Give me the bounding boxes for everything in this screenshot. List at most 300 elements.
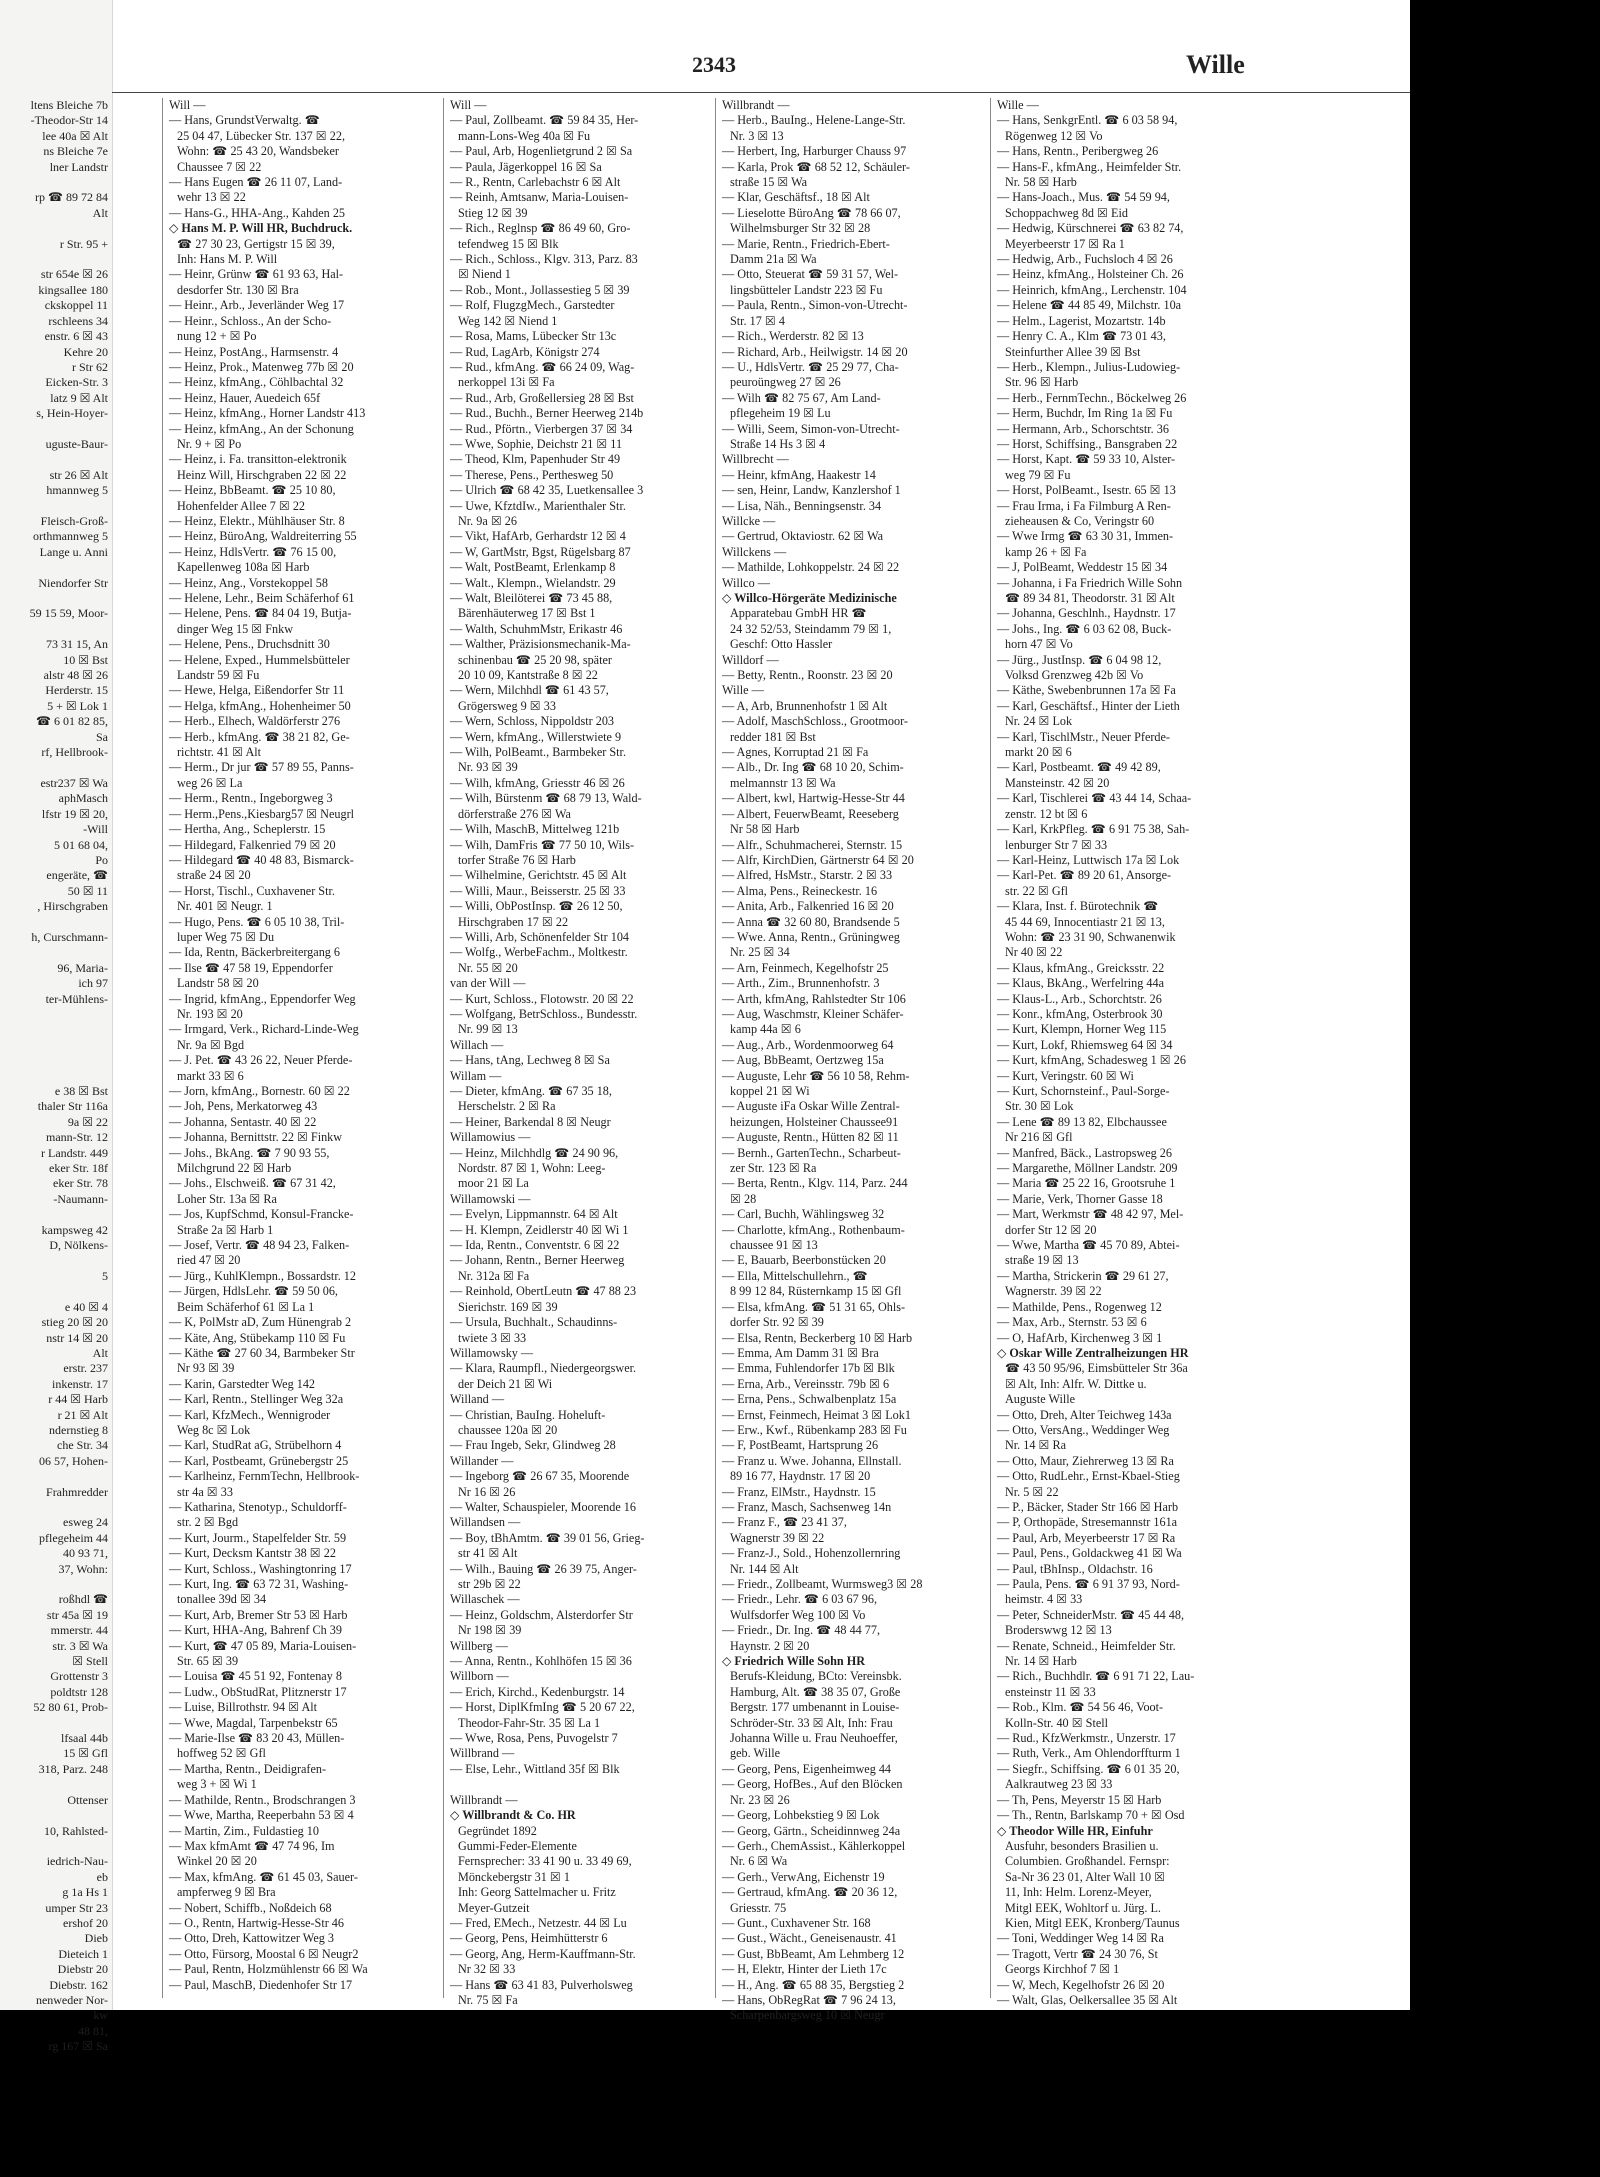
directory-line: Landstr 58 ☒ 20: [177, 976, 259, 991]
directory-line: straße 15 ☒ Wa: [730, 175, 808, 190]
directory-line: — Paul, Arb, Hogenlietgrund 2 ☒ Sa: [450, 144, 633, 159]
directory-line: — Georg, Gärtn., Scheidinnweg 24a: [722, 1823, 901, 1838]
directory-line: Nr. 25 ☒ 34: [730, 945, 790, 960]
directory-line: Grottenstr 3: [50, 1669, 108, 1684]
directory-line: rp ☎ 89 72 84: [35, 190, 108, 205]
directory-line: — Rich., Werderstr. 82 ☒ 13: [722, 329, 864, 344]
directory-line: — Anita, Arb., Falkenried 16 ☒ 20: [722, 899, 894, 914]
directory-line: — Ruth, Verk., Am Ohlendorffturm 1: [997, 1746, 1181, 1761]
directory-line: — Gertrud, Oktaviostr. 62 ☒ Wa: [722, 529, 884, 544]
directory-line: — Auguste, Lehr ☎ 56 10 58, Rehm-: [722, 1068, 910, 1083]
directory-line: heizungen, Holsteiner Chaussee91: [730, 1114, 899, 1129]
directory-line: — Anna ☎ 32 60 80, Brandsende 5: [722, 914, 900, 929]
directory-line: — Johann, Rentn., Berner Heerweg: [450, 1253, 625, 1268]
directory-line: ◇ Friedrich Wille Sohn HR: [722, 1654, 865, 1669]
directory-line: Wohn: ☎ 25 43 20, Wandsbeker: [177, 144, 339, 159]
directory-line: Nr. 9a ☒ 26: [458, 513, 517, 528]
directory-line: — Herm., Rentn., Ingeborgweg 3: [169, 791, 333, 806]
directory-line: — Georg, HofBes., Auf den Blöcken: [722, 1777, 903, 1792]
directory-line: -Naumann-: [53, 1191, 108, 1206]
directory-line: — Maria ☎ 25 22 16, Grootsruhe 1: [997, 1176, 1176, 1191]
directory-line: — Alfr, KirchDien, Gärtnerstr 64 ☒ 20: [722, 852, 914, 867]
directory-line: [0, 1500, 108, 1515]
directory-line: markt 20 ☒ 6: [1005, 745, 1072, 760]
directory-line: [0, 945, 108, 960]
directory-line: 45 44 69, Innocentiastr 21 ☒ 13,: [1005, 914, 1165, 929]
directory-line: — Marie-Ilse ☎ 83 20 43, Müllen-: [169, 1731, 345, 1746]
directory-line: — Karin, Garstedter Weg 142: [169, 1376, 316, 1391]
directory-line: — Friedr., Lehr. ☎ 6 03 67 96,: [722, 1592, 877, 1607]
directory-line: — Johs., Ing. ☎ 6 03 62 08, Buck-: [997, 621, 1172, 636]
directory-line: — A, Arb, Brunnenhofstr 1 ☒ Alt: [722, 698, 888, 713]
directory-line: — Helene, Lehr., Beim Schäferhof 61: [169, 591, 355, 605]
directory-line: [0, 591, 108, 606]
directory-line: ☒ 28: [730, 1191, 757, 1206]
directory-line: van der Will —: [450, 976, 526, 991]
directory-line: Nr. 5 ☒ 22: [1005, 1484, 1059, 1499]
directory-line: Griesstr. 75: [730, 1900, 787, 1915]
directory-line: — Otto, Dreh, Alter Teichweg 143a: [997, 1407, 1172, 1422]
directory-line: Nr 32 ☒ 33: [458, 1962, 516, 1977]
directory-line: — Erich, Kirchd., Kedenburgstr. 14: [450, 1684, 625, 1699]
directory-line: — Karlheinz, FernmTechn, Hellbrook-: [169, 1469, 360, 1484]
directory-line: — F, PostBeamt, Hartsprung 26: [722, 1438, 879, 1453]
directory-line: Willcke —: [722, 513, 776, 528]
directory-line: — E, Bauarb, Beerbonstücken 20: [722, 1253, 886, 1268]
directory-line: str. 22 ☒ Gfl: [1005, 883, 1069, 898]
directory-line: Fleisch-Groß-: [40, 513, 108, 528]
directory-line: Willbrecht —: [722, 452, 789, 467]
directory-column-3: [715, 98, 986, 2023]
directory-line: — Arth., Zim., Brunnenhofstr. 3: [722, 976, 880, 991]
directory-line: — Erw., Kwf., Rübenkamp 283 ☒ Fu: [722, 1422, 907, 1437]
directory-line: — Th, Pens, Meyerstr 15 ☒ Harb: [997, 1792, 1162, 1807]
directory-line: r Landstr. 449: [41, 1145, 108, 1160]
directory-line: 5 01 68 04,: [54, 837, 108, 852]
directory-line: — Kurt, Schornsteinf., Paul-Sorge-: [997, 1084, 1170, 1098]
directory-line: Lange u. Anni: [39, 544, 108, 559]
directory-line: — sen, Heinr, Landw, Kanzlershof 1: [722, 483, 901, 498]
directory-line: — Martha, Rentn., Deidigrafen-: [169, 1761, 327, 1776]
directory-line: 50 ☒ 11: [67, 883, 108, 898]
directory-line: — Ernst, Feinmech, Heimat 3 ☒ Lok1: [722, 1407, 911, 1422]
directory-line: — Karl, Tischlerei ☎ 43 44 14, Schaa-: [997, 791, 1192, 806]
directory-line: zieheausen & Co, Veringstr 60: [1005, 513, 1155, 528]
directory-line: [0, 1577, 108, 1592]
directory-line: ckskoppel 11: [44, 298, 108, 313]
directory-line: ◇ Theodor Wille HR, Einfuhr: [997, 1823, 1153, 1838]
directory-line: 52 80 61, Prob-: [33, 1700, 108, 1715]
directory-line: Gegründet 1892: [458, 1823, 537, 1838]
directory-line: — Karl, Postbeamt. ☎ 49 42 89,: [997, 760, 1161, 775]
directory-line: rf, Hellbrook-: [41, 745, 108, 760]
directory-line: [0, 1038, 108, 1053]
directory-line: — Paul, Pens., Goldackweg 41 ☒ Wa: [997, 1546, 1182, 1561]
directory-line: Meyer-Gutzeit: [458, 1900, 530, 1915]
directory-line: — Wilh, Bürstenm ☎ 68 79 13, Wald-: [450, 791, 642, 806]
directory-line: lenburger Str 7 ☒ 33: [1005, 837, 1108, 852]
directory-line: str 41 ☒ Alt: [458, 1546, 518, 1561]
directory-line: Willamowius —: [450, 1130, 531, 1145]
directory-line: horn 47 ☒ Vo: [1005, 637, 1073, 652]
directory-line: — Alfred, HsMstr., Starstr. 2 ☒ 33: [722, 868, 893, 883]
directory-line: lee 40a ☒ Alt: [42, 128, 108, 143]
scan-background: [1410, 0, 1600, 2177]
directory-line: — Wilh, DamFris ☎ 77 50 10, Wils-: [450, 837, 635, 852]
directory-line: — Gust., Wächt., Geneisenaustr. 41: [722, 1931, 897, 1946]
directory-line: — Auguste, Rentn., Hütten 82 ☒ 11: [722, 1130, 899, 1145]
directory-line: ☒ Stell: [72, 1654, 108, 1669]
directory-line: 40 93 71,: [63, 1546, 108, 1561]
directory-line: ◇ Oskar Wille Zentralheizungen HR: [997, 1345, 1189, 1360]
directory-line: Gummi-Feder-Elemente: [458, 1838, 577, 1853]
directory-line: stieg 20 ☒ 20: [41, 1315, 108, 1330]
directory-line: 48 81,: [78, 2023, 108, 2038]
directory-line: Johanna Wille u. Frau Neuhoeffer,: [730, 1731, 898, 1746]
directory-line: — Erna, Arb., Vereinsstr. 79b ☒ 6: [722, 1376, 890, 1391]
directory-line: desdorfer Str. 130 ☒ Bra: [177, 282, 299, 297]
directory-line: melmannstr 13 ☒ Wa: [730, 775, 836, 790]
directory-line: nerkoppel 13i ☒ Fa: [458, 375, 555, 390]
directory-line: — Friedr., Zollbeamt, Wurmsweg3 ☒ 28: [722, 1577, 923, 1591]
directory-line: — Käte, Ang, Stübekamp 110 ☒ Fu: [169, 1330, 346, 1345]
directory-line: — Paula, Rentn., Simon-von-Utrecht-: [722, 298, 908, 313]
running-head: [0, 52, 1410, 92]
directory-line: — Wwe, Magdal, Tarpenbekstr 65: [169, 1715, 338, 1730]
directory-line: — J. Pet. ☎ 43 26 22, Neuer Pferde-: [169, 1053, 353, 1068]
directory-line: — Karl, KrkPfleg. ☎ 6 91 75 38, Sah-: [997, 822, 1190, 837]
directory-line: Rögenweg 12 ☒ Vo: [1005, 128, 1103, 143]
directory-line: Schröder-Str. 33 ☒ Alt, Inh: Frau: [730, 1715, 893, 1730]
directory-line: Nr. 14 ☒ Harb: [1005, 1654, 1077, 1669]
directory-line: str 4a ☒ 33: [177, 1484, 233, 1499]
directory-line: — Walt, Bleilöterei ☎ 73 45 88,: [450, 591, 613, 605]
directory-line: — Otto, Steuerat ☎ 59 31 57, Wel-: [722, 267, 899, 282]
directory-line: — Paul, Arb, Meyerbeerstr 17 ☒ Ra: [997, 1530, 1176, 1545]
directory-line: — Boy, tBhAmtm. ☎ 39 01 56, Grieg-: [450, 1530, 645, 1545]
directory-line: Winkel 20 ☒ 20: [177, 1854, 257, 1869]
directory-line: Nr. 58 ☒ Harb: [1005, 175, 1077, 190]
directory-line: — Agnes, Korruptad 21 ☒ Fa: [722, 745, 869, 760]
directory-line: dinger Weg 15 ☒ Fnkw: [177, 621, 294, 636]
directory-line: — Rud., KfzWerkmstr., Unzerstr. 17: [997, 1731, 1176, 1746]
directory-line: Nr. 193 ☒ 20: [177, 1006, 243, 1021]
directory-line: — Horst, Kapt. ☎ 59 33 10, Alster-: [997, 452, 1176, 467]
directory-line: — Gust, BbBeamt, Am Lehmberg 12: [722, 1946, 905, 1961]
directory-line: weg 3 + ☒ Wi 1: [177, 1777, 257, 1792]
directory-line: Scharpenbargsweg 10 ☒ Neugr: [730, 2008, 885, 2023]
directory-line: — H., Ang. ☎ 65 88 35, Bergstieg 2: [722, 1977, 905, 1992]
directory-line: Ausfuhr, besonders Brasilien u.: [1005, 1838, 1159, 1853]
directory-line: ensteinstr 11 ☒ 33: [1005, 1684, 1096, 1699]
directory-line: — Heinr, Grünw ☎ 61 93 63, Hal-: [169, 267, 344, 282]
directory-line: — Kurt, Veringstr. 60 ☒ Wi: [997, 1068, 1134, 1083]
directory-line: — Marie, Verk, Thorner Gasse 18: [997, 1191, 1163, 1206]
directory-line: [0, 1069, 108, 1084]
directory-line: estr237 ☒ Wa: [40, 775, 108, 790]
directory-line: — W, GartMstr, Bgst, Rügelsbarg 87: [450, 544, 631, 559]
directory-line: Alt: [92, 1345, 108, 1360]
directory-line: Wilhelmsburger Str 32 ☒ 28: [730, 221, 871, 236]
directory-line: iedrich-Nau-: [46, 1854, 108, 1869]
directory-line: Nr. 3 ☒ 13: [730, 128, 784, 143]
directory-line: Nr. 24 ☒ Lok: [1005, 714, 1073, 729]
directory-line: — Louisa ☎ 45 51 92, Fontenay 8: [169, 1669, 342, 1684]
directory-line: Wohn: ☎ 23 31 90, Schwanenwik: [1005, 929, 1176, 944]
directory-line: — Aug, Waschmstr, Kleiner Schäfer-: [722, 1006, 904, 1021]
directory-line: [444, 1777, 712, 1792]
directory-line: redder 181 ☒ Bst: [730, 729, 816, 744]
directory-line: mmerstr. 44: [50, 1623, 108, 1638]
directory-line: Stieg 12 ☒ 39: [458, 205, 528, 220]
directory-line: Po: [95, 852, 108, 867]
directory-line: — Heinz, kfmAng., Holsteiner Ch. 26: [997, 267, 1184, 282]
directory-line: — Wilhelmine, Gerichtstr. 45 ☒ Alt: [450, 868, 627, 883]
directory-line: — Helene ☎ 44 85 49, Milchstr. 10a: [997, 298, 1182, 313]
directory-line: — P, Orthopäde, Stresemannstr 161a: [997, 1515, 1178, 1530]
directory-line: — Albert, FeuerwBeamt, Reeseberg: [722, 806, 899, 821]
directory-line: — Gerh., VerwAng, Eichenstr 19: [722, 1869, 885, 1884]
directory-line: — Mathilde, Lohkoppelstr. 24 ☒ 22: [722, 560, 900, 575]
directory-line: — Horst, Schiffsing., Bansgraben 22: [997, 436, 1178, 451]
directory-line: — Gertraud, kfmAng. ☎ 20 36 12,: [722, 1885, 898, 1900]
directory-line: — Peter, SchneiderMstr. ☎ 45 44 48,: [997, 1607, 1184, 1622]
directory-line: — Ulrich ☎ 68 42 35, Luetkensallee 3: [450, 483, 644, 498]
directory-line: — Auguste iFa Oskar Wille Zentral-: [722, 1099, 900, 1114]
directory-line: Nr 198 ☒ 39: [458, 1623, 522, 1638]
directory-line: — Heinz, HdlsVertr. ☎ 76 15 00,: [169, 544, 337, 559]
directory-line: Dieteich 1: [58, 1946, 108, 1961]
directory-line: r 21 ☒ Alt: [57, 1407, 108, 1422]
directory-line: — Johanna, Geschlnh., Haydnstr. 17: [997, 606, 1176, 621]
directory-line: — Anna, Rentn., Kohlhöfen 15 ☒ 36: [450, 1654, 632, 1669]
directory-line: — Rud., Arb, Großellersieg 28 ☒ Bst: [450, 390, 634, 405]
directory-line: — Klara, Raumpfl., Niedergeorgswer.: [450, 1361, 637, 1376]
directory-line: — Karl, StudRat aG, Strübelhorn 4: [169, 1438, 342, 1453]
directory-line: — Hans, ObRegRat ☎ 7 96 24 13,: [722, 1992, 896, 2007]
directory-line: — Klar, Geschäftsf., 18 ☒ Alt: [722, 190, 870, 205]
directory-line: umper Str 23: [45, 1900, 108, 1915]
directory-line: — Otto, Dreh, Kattowitzer Weg 3: [169, 1931, 334, 1946]
directory-line: — Paul, Zollbeamt. ☎ 59 84 35, Her-: [450, 113, 639, 128]
directory-line: — Wilh., Bauing ☎ 26 39 75, Anger-: [450, 1561, 637, 1576]
directory-line: — J, PolBeamt, Weddestr 15 ☒ 34: [997, 560, 1168, 575]
directory-line: — Reinh, Amtsanw, Maria-Louisen-: [450, 190, 629, 205]
directory-line: — Bernh., GartenTechn., Scharbeut-: [722, 1145, 901, 1160]
directory-line: Schoppachweg 8d ☒ Eid: [1005, 205, 1128, 220]
directory-line: Weg 8c ☒ Lok: [177, 1422, 251, 1437]
directory-line: Nr 16 ☒ 26: [458, 1484, 516, 1499]
directory-line: — Karl, Geschäftsf., Hinter der Lieth: [997, 698, 1180, 713]
directory-line: — Emma, Fuhlendorfer 17b ☒ Blk: [722, 1361, 895, 1376]
directory-line: 06 57, Hohen-: [39, 1453, 108, 1468]
directory-line: dorfer Str 12 ☒ 20: [1005, 1222, 1097, 1237]
directory-line: erstr. 237: [63, 1361, 108, 1376]
directory-line: [0, 560, 108, 575]
directory-line: Nr. 93 ☒ 39: [458, 760, 518, 775]
directory-line: — Hans, SenkgrEntl. ☎ 6 03 58 94,: [997, 113, 1178, 128]
directory-line: ☒ Niend 1: [458, 267, 511, 282]
directory-line: — Max kfmAmt ☎ 47 74 96, Im: [169, 1838, 335, 1853]
directory-line: — Helm., Lagerist, Mozartstr. 14b: [997, 313, 1166, 328]
directory-line: — Käthe ☎ 27 60 34, Barmbeker Str: [169, 1345, 355, 1360]
directory-line: — Wilh, MaschB, Mittelweg 121b: [450, 822, 620, 837]
directory-line: ◇ Hans M. P. Will HR, Buchdruck.: [169, 221, 353, 236]
directory-line: alstr 48 ☒ 26: [43, 668, 108, 683]
directory-line: — Rob., Mont., Jollassestieg 5 ☒ 39: [450, 282, 630, 297]
directory-line: — Renate, Schneid., Heimfelder Str.: [997, 1638, 1176, 1653]
directory-line: 96, Maria-: [57, 960, 108, 975]
directory-line: D, Nölkens-: [49, 1238, 108, 1253]
directory-line: Broderswwg 12 ☒ 13: [1005, 1623, 1112, 1638]
directory-line: — Marie, Rentn., Friedrich-Ebert-: [722, 236, 890, 251]
directory-line: — Käthe, Swebenbrunnen 17a ☒ Fa: [997, 683, 1176, 698]
directory-line: — Rud, LagArb, Königstr 274: [450, 344, 600, 359]
directory-line: lfstr 19 ☒ 20,: [41, 806, 108, 821]
directory-line: [0, 915, 108, 930]
directory-line: straße 24 ☒ 20: [177, 868, 251, 883]
directory-line: Damm 21a ☒ Wa: [730, 252, 817, 267]
directory-line: [0, 175, 108, 190]
directory-line: — Hedwig, Kürschnerei ☎ 63 82 74,: [997, 221, 1184, 236]
directory-line: kamp 44a ☒ 6: [730, 1022, 801, 1037]
directory-line: kampsweg 42: [41, 1222, 108, 1237]
directory-line: — Mathilde, Pens., Rogenweg 12: [997, 1299, 1162, 1314]
directory-line: [0, 1053, 108, 1068]
directory-line: — Johanna, Sentastr. 40 ☒ 22: [169, 1114, 317, 1129]
directory-line: — Wern, kfmAng., Willerstwiete 9: [450, 729, 622, 744]
directory-line: 37, Wohn:: [58, 1561, 108, 1576]
directory-line: r Str 62: [72, 359, 108, 374]
directory-line: Willco —: [722, 575, 770, 590]
directory-line: — Herm., Dr jur ☎ 57 89 55, Panns-: [169, 760, 354, 775]
directory-line: — Margarethe, Möllner Landstr. 209: [997, 1161, 1178, 1176]
directory-line: — Therese, Pens., Perthesweg 50: [450, 467, 614, 482]
directory-line: — Hugo, Pens. ☎ 6 05 10 38, Tril-: [169, 914, 345, 929]
directory-line: — Hildegard ☎ 40 48 83, Bismarck-: [169, 852, 354, 867]
directory-line: — Herbert, Ing, Harburger Chauss 97: [722, 144, 907, 159]
directory-line: — Ingrid, kfmAng., Eppendorfer Weg: [169, 991, 356, 1006]
directory-line: Willckens —: [722, 544, 787, 559]
directory-line: Inh: Hans M. P. Will: [177, 252, 278, 267]
directory-line: — Franz F., ☎ 23 41 37,: [722, 1515, 847, 1530]
directory-line: Berufs-Kleidung, BCto: Vereinsbk.: [730, 1669, 902, 1684]
directory-line: — Walt, Glas, Oelkersallee 35 ☒ Alt: [997, 1992, 1178, 2007]
directory-line: — Heinz, PostAng., Harmsenstr. 4: [169, 344, 339, 359]
directory-line: Willamowsky —: [450, 1345, 534, 1360]
directory-line: ltens Bleiche 7b: [30, 98, 108, 112]
directory-line: — Herm, Buchdr, Im Ring 1a ☒ Fu: [997, 406, 1173, 421]
directory-line: — Herb., FernmTechn., Böckelweg 26: [997, 390, 1187, 405]
directory-line: s, Hein-Hoyer-: [36, 406, 108, 421]
directory-line: — Evelyn, Lippmannstr. 64 ☒ Alt: [450, 1207, 618, 1222]
directory-line: — Ilse ☎ 47 58 19, Eppendorfer: [169, 960, 333, 975]
directory-line: moor 21 ☒ La: [458, 1176, 529, 1191]
directory-line: str 654e ☒ 26: [40, 267, 108, 282]
directory-line: — Johs., BkAng. ☎ 7 90 93 55,: [169, 1145, 330, 1160]
directory-line: nenweder Nor-: [35, 1992, 108, 2007]
directory-line: — Otto, VersAng., Weddinger Weg: [997, 1422, 1170, 1437]
directory-line: — Heinz, BüroAng, Waldreiterring 55: [169, 529, 357, 544]
directory-line: — Heinz, Ang., Vorstekoppel 58: [169, 575, 328, 590]
directory-line: Kolln-Str. 40 ☒ Stell: [1005, 1715, 1109, 1730]
directory-line: — Ella, Mittelschullehrn., ☎: [722, 1268, 868, 1283]
directory-line: — Wern, Milchhdl ☎ 61 43 57,: [450, 683, 609, 698]
directory-line: — Toni, Weddinger Weg 14 ☒ Ra: [997, 1931, 1164, 1946]
directory-line: — Luise, Billrothstr. 94 ☒ Alt: [169, 1700, 318, 1715]
directory-line: — Herb., Elhech, Waldörferstr 276: [169, 714, 341, 729]
directory-line: — Wwe Irmg ☎ 63 30 31, Immen-: [997, 529, 1174, 544]
directory-line: — Gerh., ChemAssist., Kählerkoppel: [722, 1838, 906, 1853]
directory-line: — Helene, Pens. ☎ 84 04 19, Butja-: [169, 606, 352, 621]
directory-line: — O., Rentn, Hartwig-Hesse-Str 46: [169, 1915, 344, 1930]
directory-line: — Georg, Ang, Herm-Kauffmann-Str.: [450, 1946, 636, 1961]
directory-line: Sa: [96, 729, 108, 744]
directory-line: zenstr. 12 bt ☒ 6: [1005, 806, 1088, 821]
directory-line: Steinfurther Allee 39 ☒ Bst: [1005, 344, 1141, 359]
directory-line: — Tragott, Vertr ☎ 24 30 76, St: [997, 1946, 1158, 1961]
directory-line: — Helga, kfmAng., Hohenheimer 50: [169, 698, 351, 713]
directory-line: — Charlotte, kfmAng., Rothenbaum-: [722, 1222, 905, 1237]
directory-line: geb. Wille: [730, 1746, 781, 1761]
directory-line: — Rud., Buchh., Berner Heerweg 214b: [450, 406, 644, 421]
directory-line: — Hildegard, Falkenried 79 ☒ 20: [169, 837, 336, 852]
directory-line: — Christian, BauIng. Hoheluft-: [450, 1407, 606, 1422]
directory-line: — Hans, Rentn., Peribergweg 26: [997, 144, 1159, 159]
directory-line: dörferstraße 276 ☒ Wa: [458, 806, 571, 821]
directory-line: torfer Straße 76 ☒ Harb: [458, 852, 576, 867]
directory-line: [0, 422, 108, 437]
directory-line: — Johanna, i Fa Friedrich Wille Sohn: [997, 575, 1183, 590]
directory-line: Willander —: [450, 1453, 514, 1468]
directory-line: Mönckebergstr 31 ☒ 1: [458, 1869, 570, 1884]
directory-line: — Vikt, HafArb, Gerhardstr 12 ☒ 4: [450, 529, 626, 544]
directory-line: — Georg, Lohbekstieg 9 ☒ Lok: [722, 1808, 880, 1823]
directory-line: 5 + ☒ Lok 1: [47, 698, 108, 713]
directory-line: [0, 1839, 108, 1854]
directory-line: Hamburg, Alt. ☎ 38 35 07, Große: [730, 1684, 901, 1699]
directory-line: — Heinz, BbBeamt. ☎ 25 10 80,: [169, 483, 336, 498]
directory-line: — Walth, SchuhmMstr, Erikastr 46: [450, 621, 623, 636]
directory-line: — Kurt, Klempn, Horner Weg 115: [997, 1022, 1167, 1037]
directory-line: — Willi, Maur., Beisserstr. 25 ☒ 33: [450, 883, 626, 898]
directory-line: Sa-Nr 36 23 01, Alter Wall 10 ☒: [1005, 1869, 1166, 1884]
directory-column-2: [443, 98, 712, 2007]
directory-line: — Rob., Klm. ☎ 54 56 46, Voot-: [997, 1700, 1164, 1715]
directory-line: Herderstr. 15: [45, 683, 108, 698]
directory-line: Wagnerstr 39 ☒ 22: [730, 1530, 825, 1545]
directory-line: — Konr., kfmAng, Osterbrook 30: [997, 1006, 1163, 1021]
directory-line: ☎ 43 50 95/96, Eimsbütteler Str 36a: [1005, 1361, 1188, 1376]
directory-line: che Str. 34: [57, 1438, 108, 1453]
directory-line: — Irmgard, Verk., Richard-Linde-Weg: [169, 1022, 359, 1037]
directory-line: — Helene, Pens., Druchsdnitt 30: [169, 637, 330, 652]
directory-line: — Martin, Zim., Fuldastieg 10: [169, 1823, 319, 1838]
directory-line: — Jos, KupfSchmd, Konsul-Francke-: [169, 1207, 354, 1222]
header-surname: Wille: [1186, 50, 1245, 79]
directory-line: Nr. 14 ☒ Ra: [1005, 1438, 1067, 1453]
directory-line: — Reinhold, ObertLeutn ☎ 47 88 23: [450, 1284, 637, 1299]
directory-line: — Martha, Strickerin ☎ 29 61 27,: [997, 1268, 1169, 1283]
directory-line: Straße 14 Hs 3 ☒ 4: [730, 436, 826, 451]
directory-line: Str. 96 ☒ Harb: [1005, 375, 1079, 390]
directory-line: — Klaus, BkAng., Werfelring 44a: [997, 976, 1165, 991]
directory-line: Nr 93 ☒ 39: [177, 1361, 235, 1376]
directory-line: Bärenhäuterweg 17 ☒ Bst 1: [458, 606, 596, 621]
directory-line: roßhdl ☎: [58, 1592, 108, 1607]
directory-line: 11, Inh: Helm. Lorenz-Meyer,: [1005, 1885, 1152, 1900]
directory-line: — Jürg., KuhlKlempn., Bossardstr. 12: [169, 1268, 356, 1283]
